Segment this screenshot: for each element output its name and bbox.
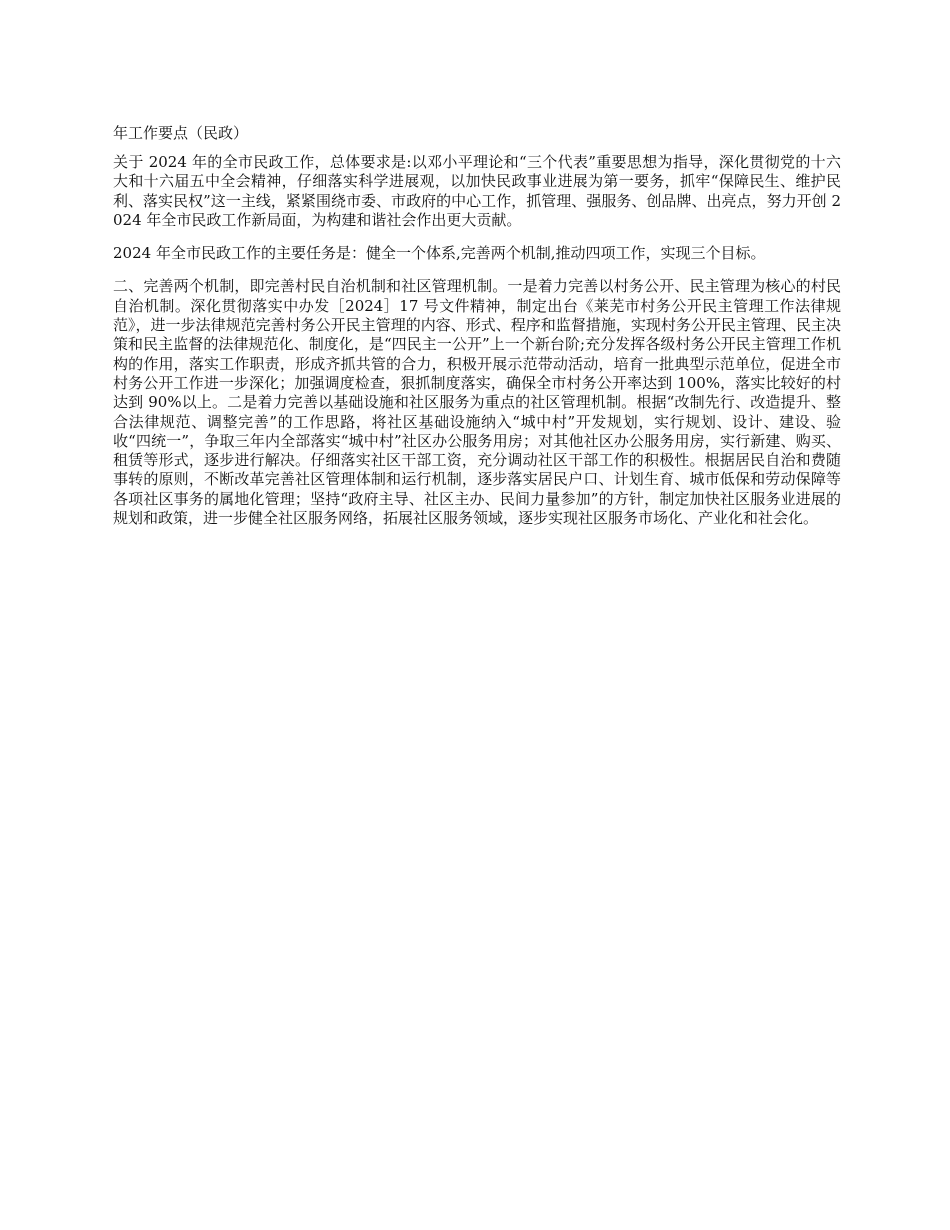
paragraph-main-tasks: 2024 年全市民政工作的主要任务是：健全一个体系,完善两个机制,推动四项工作，实现三个目标。 bbox=[113, 244, 766, 263]
document-page bbox=[113, 123, 841, 542]
paragraph-two-mechanisms: 二、完善两个机制，即完善村民自治机制和社区管理机制。一是着力完善以村务公开、民主管理为核心的村民自治机制。深化贯彻落实中办发［2024］17 号文件精神，制定出台《莱芜市村务公开民主管理工作法律规范》，进一步法律规范完善村务公开民主管理的内容、形式、程序和监督措施，实现村务公开民主管理、民主决策和民主监督的法律规范化、制度化，是“四民主一公开”上一个新台阶;充分发挥各级村务公开民主管理工作机构的作用，落实工作职责，形成齐抓共管的合力，积极开展示范带动活动，培育一批典型示范单位，促进全市村务公开工作进一步深化；加强调度检查，狠抓制度落实，确保全市村务公开率达到 100%，落实比较好的村达到 90%以上。二是着力完善以基础设施和社区服务为重点的社区管理机制。根据“改制先行、改造提升、整合法律规范、调整完善”的工作思路，将社区基础设施纳入“城中村”开发规划，实行规划、设计、建设、验收“四统一”，争取三年内全部落实“城中村”社区办公服务用房；对其他社区办公服务用房，实行新建、购买、租赁等形式，逐步进行解决。仔细落实社区干部工资，充分调动社区干部工作的积极性。根据居民自治和费随事转的原则，不断改革完善社区管理体制和运行机制，逐步落实居民户口、计划生育、城市低保和劳动保障等各项社区事务的属地化管理；坚持“政府主导、社区主办、民间力量参加”的方针，制定加快社区服务业进展的规划和政策，进一步健全社区服务网络，拓展社区服务领域，逐步实现社区服务市场化、产业化和社会化。 bbox=[113, 277, 841, 528]
paragraph-general-requirements: 关于 2024 年的全市民政工作，总体要求是:以邓小平理论和“三个代表”重要思想为指导，深化贯彻党的十六大和十六届五中全会精神，仔细落实科学进展观，以加快民政事业进展为第一要务，抓牢“保障民生、维护民利、落实民权”这一主线，紧紧围绕市委、市政府的中心工作，抓管理、强服务、创品牌、出亮点，努力开创 2024 年全市民政工作新局面，为构建和谐社会作出更大贡献。 bbox=[113, 153, 841, 229]
document-title: 年工作要点（民政） bbox=[113, 124, 249, 142]
